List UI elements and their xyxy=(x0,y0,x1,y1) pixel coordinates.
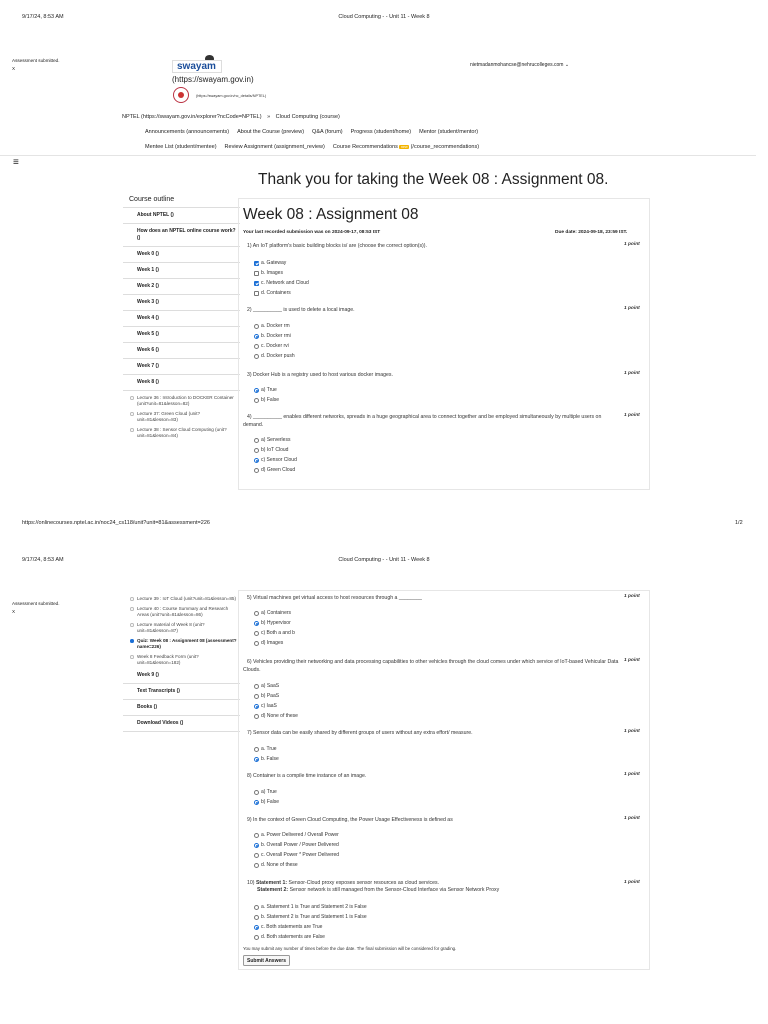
sidebar-item[interactable]: Week 5 () xyxy=(123,327,240,343)
question-points: 1 point xyxy=(624,594,640,599)
sidebar-lecture[interactable]: Week 8 Feedback Form (unit?unit=81&lesson=182) xyxy=(123,652,240,668)
logo-wordmark: swayam xyxy=(177,61,216,72)
option-label: b. Statement 2 is True and Statement 1 is False xyxy=(261,914,367,920)
course-nav-row-2 xyxy=(145,144,479,150)
radio-icon[interactable] xyxy=(254,324,259,329)
question-text: 9) In the context of Green Cloud Computing, the Power Usage Effectiveness is defined as xyxy=(247,817,453,823)
chevron-down-icon: ⌄ xyxy=(564,62,570,68)
question-text: 1) An IoT platform's basic building blocks is/ are (choose the correct option(s)). xyxy=(247,243,427,249)
question-number: 10) xyxy=(247,880,255,886)
radio-icon[interactable] xyxy=(254,915,259,920)
answer-option[interactable] xyxy=(254,912,367,922)
question-points: 1 point xyxy=(624,413,640,418)
answer-option[interactable] xyxy=(254,331,291,341)
nav-mentor[interactable]: Mentor (student/mentor) xyxy=(419,129,479,135)
print-title-p2: Cloud Computing - - Unit 11 - Week 8 xyxy=(338,557,430,563)
option-label: b) IoT Cloud xyxy=(261,447,289,453)
answer-option[interactable] xyxy=(254,932,325,942)
nav-review[interactable]: Review Assignment (assignment_review) xyxy=(224,144,325,150)
sidebar-item[interactable]: Download Videos () xyxy=(123,716,240,732)
radio-icon[interactable] xyxy=(254,863,259,868)
sidebar-item[interactable]: Week 1 () xyxy=(123,263,240,279)
radio-icon[interactable] xyxy=(254,458,259,463)
option-label: b) False xyxy=(261,799,280,805)
option-label: c. Docker rvi xyxy=(261,343,289,349)
sidebar-lecture[interactable]: Lecture 38 : Sensor Cloud Computing (unit?unit=81&lesson=84) xyxy=(123,425,240,441)
print-date: 9/17/24, 8:53 AM xyxy=(22,14,64,20)
question-text xyxy=(247,880,617,894)
sidebar-lecture[interactable]: Lecture 39 : IoT Cloud (unit?unit=81&lesson=85) xyxy=(123,594,240,604)
answer-option[interactable] xyxy=(254,922,322,932)
sidebar-item[interactable]: How does an NPTEL online course work? () xyxy=(123,224,240,247)
sidebar-item[interactable]: Week 0 () xyxy=(123,247,240,263)
answer-option[interactable] xyxy=(254,465,295,475)
sidebar-item[interactable]: Week 2 () xyxy=(123,279,240,295)
sidebar-lecture[interactable]: Lecture 37: Green Cloud (unit?unit=81&lesson=83) xyxy=(123,409,240,425)
option-label: b) PaaS xyxy=(261,693,280,699)
radio-icon[interactable] xyxy=(254,621,259,626)
radio-icon[interactable] xyxy=(254,790,259,795)
answer-option[interactable] xyxy=(254,797,279,807)
radio-icon[interactable] xyxy=(254,853,259,858)
question-points: 1 point xyxy=(624,772,640,777)
print-title: Cloud Computing - - Unit 11 - Week 8 xyxy=(338,14,430,20)
option-label: c. Network and Cloud xyxy=(261,280,309,286)
option-label: d) Images xyxy=(261,640,284,646)
nav-recommend-label: Course Recommendations xyxy=(332,144,398,150)
option-label: b. Docker rmi xyxy=(261,333,291,339)
answer-option[interactable] xyxy=(254,288,291,298)
assignment-title: Week 08 : Assignment 08 xyxy=(243,206,419,223)
radio-icon[interactable] xyxy=(254,611,259,616)
sidebar-title: Course outline xyxy=(123,192,240,208)
question-text: 3) Docker Hub is a registry used to host various docker images. xyxy=(247,372,393,378)
sidebar-item[interactable]: Week 8 () xyxy=(123,375,240,391)
option-label: a. True xyxy=(261,746,277,752)
sidebar-item[interactable]: Week 3 () xyxy=(123,295,240,311)
question-points: 1 point xyxy=(624,306,640,311)
statement-1-label: Statement 1: xyxy=(255,880,288,886)
sidebar-lecture[interactable]: Lecture 40 : Course Summary and Research Areas (unit?unit=81&lesson=86) xyxy=(123,604,240,620)
answer-option[interactable] xyxy=(254,278,309,288)
question-points: 1 point xyxy=(624,729,640,734)
hamburger-menu-icon[interactable]: ≡ xyxy=(13,157,19,168)
radio-icon[interactable] xyxy=(254,833,259,838)
answer-option[interactable] xyxy=(254,385,277,395)
answer-option[interactable] xyxy=(254,455,297,465)
statement-1-text: Sensor-Cloud proxy exposes sensor resources as cloud services. xyxy=(288,880,440,886)
answer-option[interactable] xyxy=(254,395,279,405)
option-label: a) True xyxy=(261,387,277,393)
answer-option[interactable] xyxy=(254,830,339,840)
radio-icon[interactable] xyxy=(254,684,259,689)
option-label: c) IaaS xyxy=(261,703,277,709)
breadcrumb-home[interactable]: NPTEL (https://swayam.gov.in/explorer?ncCode=NPTEL) xyxy=(122,114,262,120)
answer-option[interactable] xyxy=(254,341,289,351)
notice-close-button-p2[interactable]: X xyxy=(12,609,16,614)
option-label: d. Containers xyxy=(261,290,291,296)
sidebar-item[interactable]: Week 7 () xyxy=(123,359,240,375)
option-label: a. Gateway xyxy=(261,260,287,266)
user-email: nietmadanmohancse@nehrucolleges.com xyxy=(470,62,564,68)
radio-icon[interactable] xyxy=(254,704,259,709)
nptel-link[interactable]: (https://swayam.gov.in/nc_details/NPTEL) xyxy=(196,94,267,98)
radio-icon[interactable] xyxy=(254,334,259,339)
radio-icon[interactable] xyxy=(254,631,259,636)
question-points: 1 point xyxy=(624,371,640,376)
radio-icon[interactable] xyxy=(254,714,259,719)
answer-option[interactable] xyxy=(254,691,279,701)
radio-icon[interactable] xyxy=(254,843,259,848)
radio-icon[interactable] xyxy=(254,935,259,940)
nav-mentee[interactable]: Mentee List (student/mentee) xyxy=(145,144,217,150)
submitted-notice: Assessment submitted. xyxy=(12,58,60,63)
radio-icon[interactable] xyxy=(254,388,259,393)
option-label: a) Serverless xyxy=(261,437,291,443)
answer-option[interactable] xyxy=(254,618,291,628)
nav-about[interactable]: About the Course (preview) xyxy=(237,129,305,135)
answer-option[interactable] xyxy=(254,787,277,797)
sidebar-item[interactable]: Week 4 () xyxy=(123,311,240,327)
breadcrumb-separator: » xyxy=(267,114,271,120)
option-label: a) True xyxy=(261,789,277,795)
sidebar-item[interactable]: Books () xyxy=(123,700,240,716)
answer-option[interactable] xyxy=(254,435,290,445)
radio-icon[interactable] xyxy=(254,354,259,359)
option-label: b. False xyxy=(261,756,279,762)
answer-option[interactable] xyxy=(254,321,290,331)
notice-close-button[interactable]: X xyxy=(12,66,16,71)
nav-recommendations[interactable] xyxy=(333,144,479,150)
question-text: 4) __________ enables different networks, spreads in a huge geographical area to connect together and be employed simultaneously by multiple users on demand. xyxy=(243,414,602,428)
radio-icon[interactable] xyxy=(254,747,259,752)
option-label: a. Statement 1 is True and Statement 2 is False xyxy=(261,904,367,910)
option-label: b) Hypervisor xyxy=(261,620,291,626)
sidebar-item[interactable]: Week 9 () xyxy=(123,668,240,684)
new-badge: new xyxy=(400,145,408,149)
answer-option[interactable] xyxy=(254,445,288,455)
sidebar-item[interactable]: About NPTEL () xyxy=(123,208,240,224)
answer-option[interactable] xyxy=(254,860,298,870)
question-points: 1 point xyxy=(624,242,640,247)
nav-recommend-link: (/course_recommendations) xyxy=(410,144,480,150)
answer-option[interactable] xyxy=(254,744,277,754)
statement-2-text: Sensor network is still managed from the Sensor-Cloud Interface via Sensor Network Proxy xyxy=(289,887,500,893)
sidebar-lecture[interactable]: Lecture material of Week 8 (unit?unit=81&lesson=87) xyxy=(123,620,240,636)
due-date: Due date: 2024-09-18, 23:59 IST. xyxy=(555,230,628,235)
question-text: 7) Sensor data can be easily shared by different groups of users without any extra effort/ measure. xyxy=(247,730,473,736)
radio-icon[interactable] xyxy=(254,757,259,762)
answer-option[interactable] xyxy=(254,840,339,850)
radio-icon[interactable] xyxy=(254,641,259,646)
course-outline-sidebar xyxy=(123,192,240,441)
question-points: 1 point xyxy=(624,880,640,885)
nav-announcements[interactable]: Announcements (announcements) xyxy=(145,129,230,135)
user-menu[interactable] xyxy=(470,62,569,68)
option-label: d. Both statements are False xyxy=(261,934,325,940)
answer-option[interactable] xyxy=(254,608,291,618)
breadcrumb xyxy=(122,114,340,120)
option-label: d. Docker push xyxy=(261,353,295,359)
option-label: a. Docker rm xyxy=(261,323,290,329)
radio-icon[interactable] xyxy=(254,398,259,403)
answer-option[interactable] xyxy=(254,701,277,711)
submitted-notice-p2: Assessment submitted. xyxy=(12,601,60,606)
option-label: b. Images xyxy=(261,270,283,276)
question-text: 6) Vehicles providing their networking and data processing capabilities to other vehicles through the cloud comes under which service of IoT-based Vehicular Data Clouds. xyxy=(243,659,619,673)
option-label: c) Both a and b xyxy=(261,630,295,636)
nav-progress[interactable]: Progress (student/home) xyxy=(350,129,412,135)
course-outline-sidebar-p2 xyxy=(123,594,240,732)
sidebar-lecture[interactable]: Lecture 36 : Introduction to DOCKER Container (unit?unit=81&lesson=82) xyxy=(123,393,240,409)
checkbox-icon[interactable] xyxy=(254,261,259,266)
thank-you-message: Thank you for taking the Week 08 : Assignment 08. xyxy=(258,171,609,188)
answer-option[interactable] xyxy=(254,850,339,860)
option-label: c. Both statements are True xyxy=(261,924,323,930)
nptel-logo-icon[interactable] xyxy=(173,87,189,103)
nav-divider xyxy=(0,155,756,156)
course-nav-row-1 xyxy=(145,129,478,135)
print-date-p2: 9/17/24, 8:53 AM xyxy=(22,557,64,563)
question-text: 2) __________ is used to delete a local image. xyxy=(247,307,355,313)
checkbox-icon[interactable] xyxy=(254,271,259,276)
question-text: 5) Virtual machines get virtual access to host resources through a ________ xyxy=(247,595,422,601)
option-label: a) SaaS xyxy=(261,683,280,689)
radio-icon[interactable] xyxy=(254,344,259,349)
question-points: 1 point xyxy=(624,816,640,821)
radio-icon[interactable] xyxy=(254,925,259,930)
submit-note: You may submit any number of times before the due date. The final submission will be considered for grading. xyxy=(243,946,457,951)
radio-icon[interactable] xyxy=(254,468,259,473)
answer-option[interactable] xyxy=(254,638,283,648)
sidebar-item[interactable]: Text Transcripts () xyxy=(123,684,240,700)
breadcrumb-course[interactable]: Cloud Computing (course) xyxy=(275,114,340,120)
statement-2-label: Statement 2: xyxy=(257,887,289,893)
option-label: c. Overall Power * Power Delivered xyxy=(261,852,340,858)
option-label: d. None of these xyxy=(261,862,298,868)
checkbox-icon[interactable] xyxy=(254,281,259,286)
radio-icon[interactable] xyxy=(254,438,259,443)
answer-option[interactable] xyxy=(254,268,283,278)
option-label: d) Green Cloud xyxy=(261,467,296,473)
radio-icon[interactable] xyxy=(254,448,259,453)
answer-option[interactable] xyxy=(254,258,286,268)
question-text: 8) Container is a compile time instance of an image. xyxy=(247,773,367,779)
option-label: a. Power Delivered / Overall Power xyxy=(261,832,339,838)
footer-page: 1/2 xyxy=(735,520,743,526)
radio-icon[interactable] xyxy=(254,800,259,805)
radio-icon[interactable] xyxy=(254,694,259,699)
answer-option[interactable] xyxy=(254,628,295,638)
footer-url: https://onlinecourses.nptel.ac.in/noc24_cs118/unit?unit=81&assessment=226 xyxy=(22,520,210,526)
submit-answers-button[interactable]: Submit Answers xyxy=(243,955,290,966)
answer-option[interactable] xyxy=(254,902,367,912)
option-label: a) Containers xyxy=(261,610,292,616)
nav-qa[interactable]: Q&A (forum) xyxy=(312,129,343,135)
answer-option[interactable] xyxy=(254,754,279,764)
option-label: c) Sensor Cloud xyxy=(261,457,297,463)
answer-option[interactable] xyxy=(254,351,295,361)
radio-icon[interactable] xyxy=(254,905,259,910)
checkbox-icon[interactable] xyxy=(254,291,259,296)
sidebar-item[interactable]: Week 6 () xyxy=(123,343,240,359)
last-submission: Your last recorded submission was on 2024-09-17, 08:53 IST xyxy=(243,230,381,235)
answer-option[interactable] xyxy=(254,711,298,721)
sidebar-lecture[interactable]: Quiz: Week 08 : Assignment 08 (assessment?name=226) xyxy=(123,636,240,652)
option-label: b. Overall Power / Power Delivered xyxy=(261,842,339,848)
option-label: d) None of these xyxy=(261,713,298,719)
option-label: b) False xyxy=(261,397,280,403)
swayam-logo[interactable] xyxy=(172,55,222,75)
swayam-link[interactable]: (https://swayam.gov.in) xyxy=(172,75,254,84)
question-points: 1 point xyxy=(624,658,640,663)
answer-option[interactable] xyxy=(254,681,279,691)
